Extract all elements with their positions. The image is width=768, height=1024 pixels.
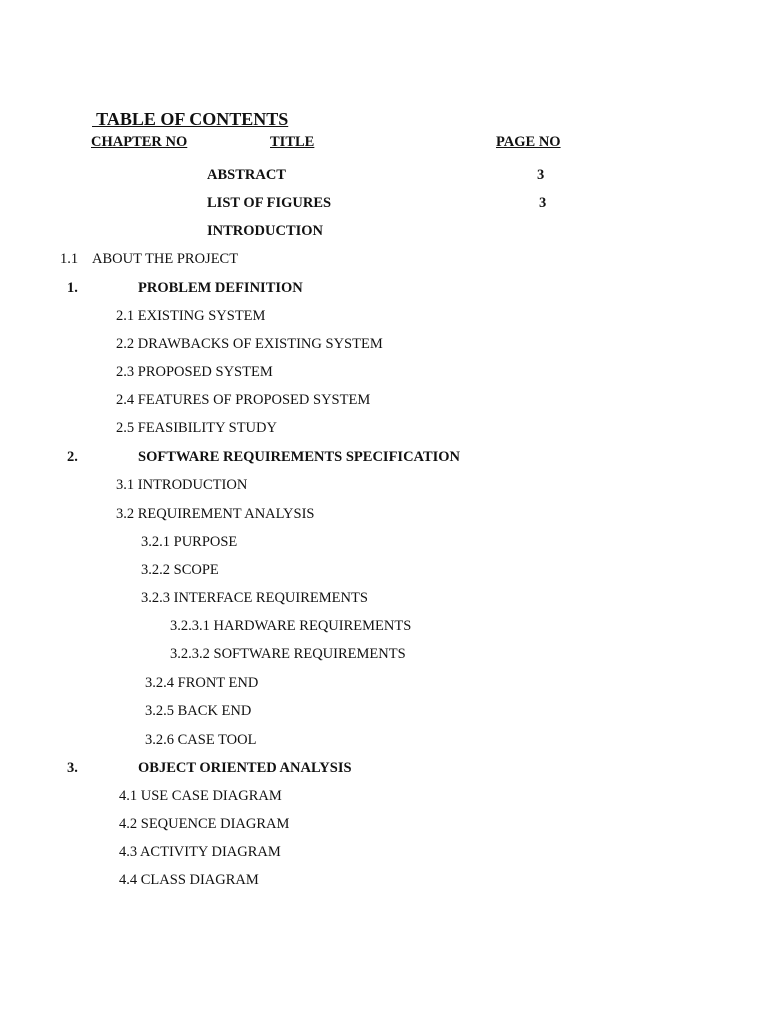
- toc-title: TABLE OF CONTENTS: [92, 109, 289, 129]
- toc-entry: 3.2.5 BACK END: [145, 703, 252, 719]
- toc-page-list-of-figures: 3: [539, 195, 547, 211]
- header-page-no: PAGE NO: [496, 134, 561, 150]
- chapter-software-requirements: SOFTWARE REQUIREMENTS SPECIFICATION: [138, 449, 461, 465]
- toc-entry: 2.4 FEATURES OF PROPOSED SYSTEM: [116, 392, 371, 408]
- toc-entry: 4.2 SEQUENCE DIAGRAM: [119, 816, 290, 832]
- toc-entry: 3.1 INTRODUCTION: [116, 477, 248, 493]
- chapter-number: 1.: [67, 280, 78, 296]
- toc-entry: 3.2.1 PURPOSE: [141, 534, 238, 550]
- chapter-number: 3.: [67, 760, 78, 776]
- toc-page-abstract: 3: [537, 167, 545, 183]
- toc-entry: 3.2.3.2 SOFTWARE REQUIREMENTS: [170, 646, 406, 662]
- chapter-number: 2.: [67, 449, 78, 465]
- toc-entry: 2.1 EXISTING SYSTEM: [116, 308, 266, 324]
- toc-entry-about-project: ABOUT THE PROJECT: [92, 251, 239, 267]
- toc-entry: 2.2 DRAWBACKS OF EXISTING SYSTEM: [116, 336, 383, 352]
- chapter-problem-definition: PROBLEM DEFINITION: [138, 280, 303, 296]
- toc-entry-number: 1.1: [60, 251, 79, 267]
- toc-entry: 4.4 CLASS DIAGRAM: [119, 872, 259, 888]
- toc-entry: 4.3 ACTIVITY DIAGRAM: [119, 844, 281, 860]
- chapter-object-oriented-analysis: OBJECT ORIENTED ANALYSIS: [138, 760, 352, 776]
- toc-entry: 4.1 USE CASE DIAGRAM: [119, 788, 282, 804]
- toc-entry-introduction: INTRODUCTION: [207, 223, 324, 239]
- toc-entry: 3.2.2 SCOPE: [141, 562, 219, 578]
- toc-entry-list-of-figures: LIST OF FIGURES: [207, 195, 332, 211]
- toc-entry: 3.2.6 CASE TOOL: [145, 732, 257, 748]
- toc-entry-abstract: ABSTRACT: [207, 167, 286, 183]
- header-chapter-no: CHAPTER NO: [91, 134, 188, 150]
- toc-entry: 3.2.4 FRONT END: [145, 675, 259, 691]
- toc-entry: 3.2 REQUIREMENT ANALYSIS: [116, 506, 315, 522]
- toc-entry: 2.5 FEASIBILITY STUDY: [116, 420, 277, 436]
- toc-entry: 2.3 PROPOSED SYSTEM: [116, 364, 273, 380]
- toc-entry: 3.2.3.1 HARDWARE REQUIREMENTS: [170, 618, 412, 634]
- header-title: TITLE: [270, 134, 315, 150]
- toc-entry: 3.2.3 INTERFACE REQUIREMENTS: [141, 590, 368, 606]
